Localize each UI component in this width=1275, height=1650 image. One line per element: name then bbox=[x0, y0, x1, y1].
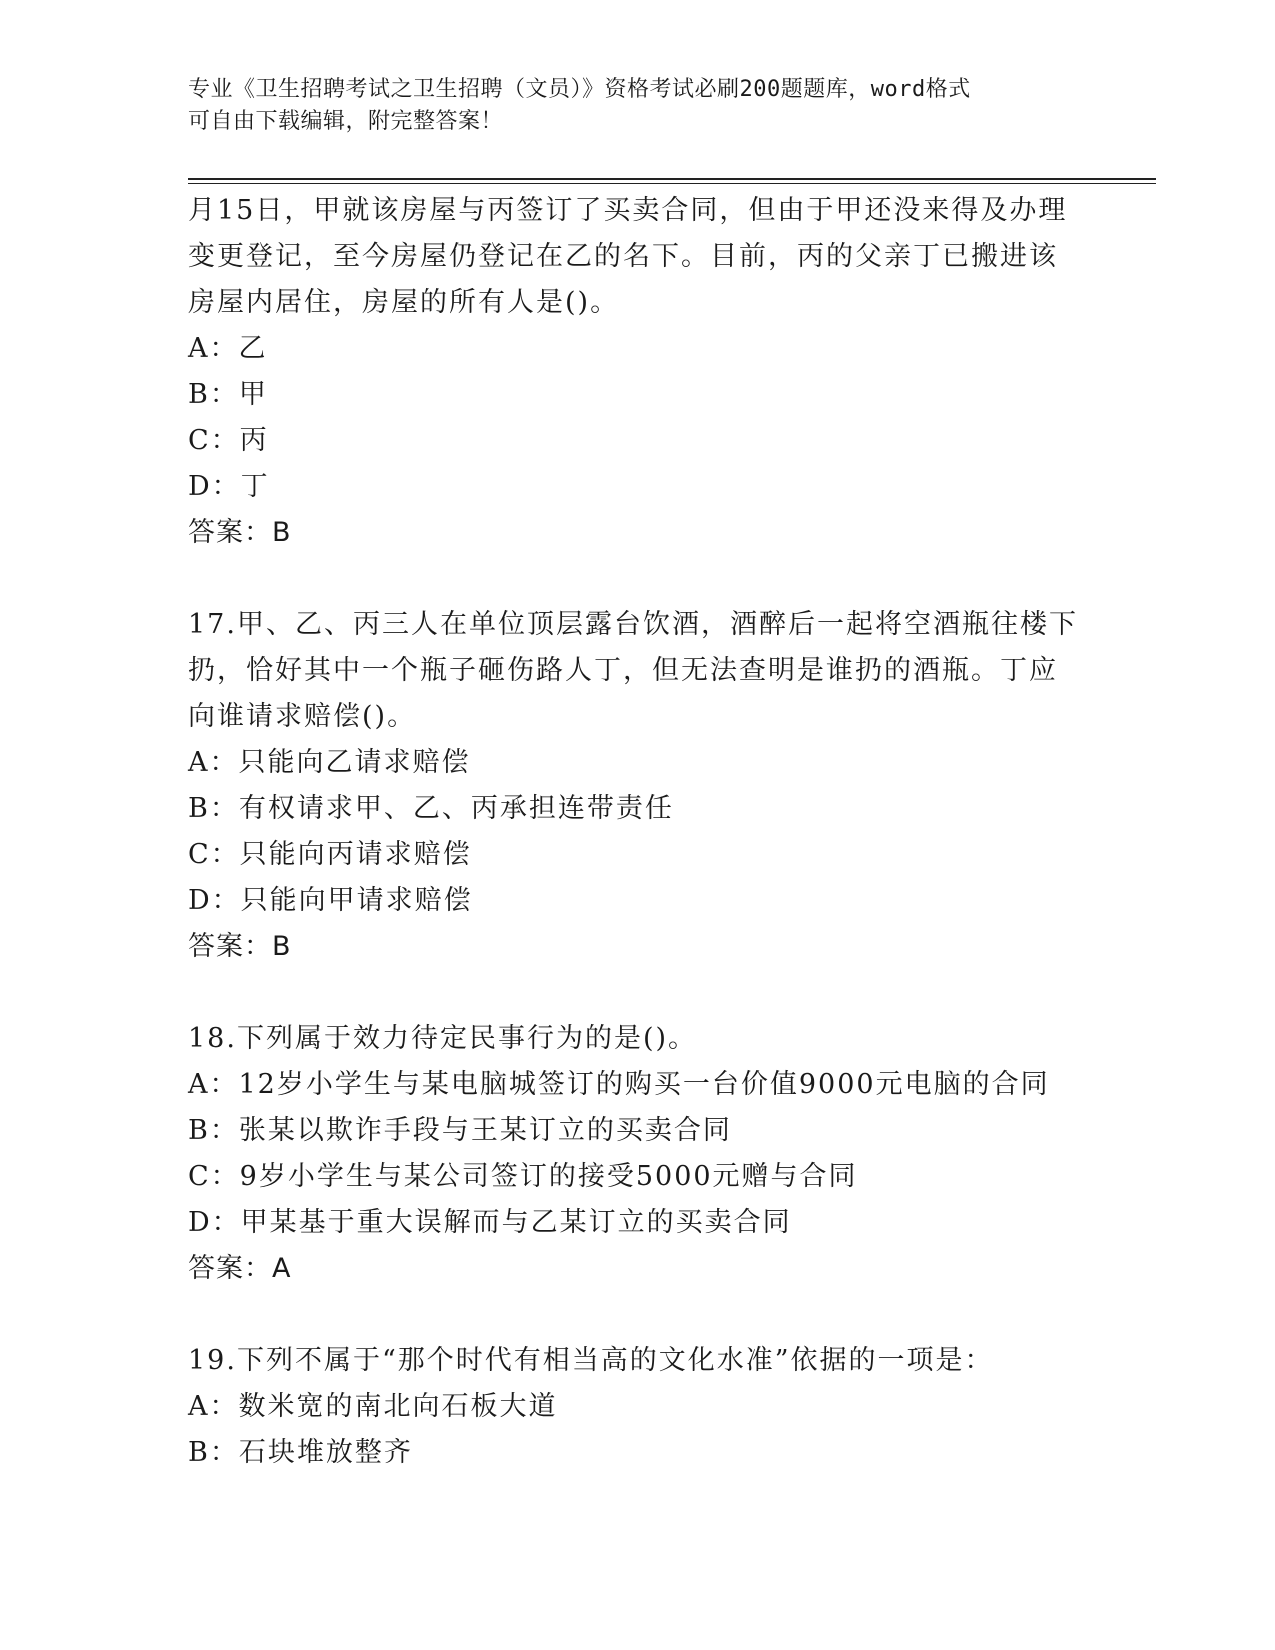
option-b: B：张某以欺诈手段与王某订立的买卖合同 bbox=[188, 1115, 732, 1146]
question-19 bbox=[188, 1338, 1088, 1476]
question-16 bbox=[188, 188, 1088, 556]
spacer bbox=[188, 970, 1088, 1016]
question-stem-line: 房屋内居住，房屋的所有人是()。 bbox=[188, 287, 620, 318]
answer-text: 答案：A bbox=[188, 1253, 292, 1284]
option-a: A：数米宽的南北向石板大道 bbox=[188, 1391, 558, 1422]
answer-text: 答案：B bbox=[188, 931, 292, 962]
question-stem-line: 17.甲、乙、丙三人在单位顶层露台饮酒，酒醉后一起将空酒瓶往楼下 bbox=[188, 609, 1078, 640]
document-header bbox=[188, 74, 1088, 138]
question-stem-line: 月15日，甲就该房屋与丙签订了买卖合同，但由于甲还没来得及办理 bbox=[188, 195, 1068, 226]
question-stem-line: 变更登记，至今房屋仍登记在乙的名下。目前，丙的父亲丁已搬进该 bbox=[188, 241, 1058, 272]
option-c: C：只能向丙请求赔偿 bbox=[188, 839, 472, 870]
option-d: D：丁 bbox=[188, 471, 270, 502]
option-b: B：石块堆放整齐 bbox=[188, 1437, 413, 1468]
option-a: A：12岁小学生与某电脑城签订的购买一台价值9000元电脑的合同 bbox=[188, 1069, 1050, 1100]
option-d: D：甲某基于重大误解而与乙某订立的买卖合同 bbox=[188, 1207, 792, 1238]
option-c: C：丙 bbox=[188, 425, 269, 456]
header-title-line-2: 可自由下载编辑，附完整答案！ bbox=[188, 109, 504, 134]
question-stem-line: 向谁请求赔偿()。 bbox=[188, 701, 417, 732]
option-b: B：甲 bbox=[188, 379, 268, 410]
spacer bbox=[188, 1292, 1088, 1338]
option-d: D：只能向甲请求赔偿 bbox=[188, 885, 473, 916]
option-b: B：有权请求甲、乙、丙承担连带责任 bbox=[188, 793, 674, 824]
option-a: A：只能向乙请求赔偿 bbox=[188, 747, 471, 778]
question-list bbox=[188, 188, 1088, 1476]
question-stem-line: 18.下列属于效力待定民事行为的是()。 bbox=[188, 1023, 698, 1054]
option-c: C：9岁小学生与某公司签订的接受5000元赠与合同 bbox=[188, 1161, 858, 1192]
header-divider-thin bbox=[188, 183, 1156, 184]
header-title-line-1: 专业《卫生招聘考试之卫生招聘（文员）》资格考试必刷200题题库，word格式 bbox=[188, 77, 971, 102]
option-a: A：乙 bbox=[188, 333, 268, 364]
question-stem-line: 扔，恰好其中一个瓶子砸伤路人丁，但无法查明是谁扔的酒瓶。丁应 bbox=[188, 655, 1058, 686]
answer-text: 答案：B bbox=[188, 517, 292, 548]
header-divider-thick bbox=[188, 178, 1156, 180]
question-17 bbox=[188, 602, 1088, 970]
spacer bbox=[188, 556, 1088, 602]
question-stem-line: 19.下列不属于“那个时代有相当高的文化水准”依据的一项是： bbox=[188, 1345, 994, 1376]
question-18 bbox=[188, 1016, 1088, 1292]
